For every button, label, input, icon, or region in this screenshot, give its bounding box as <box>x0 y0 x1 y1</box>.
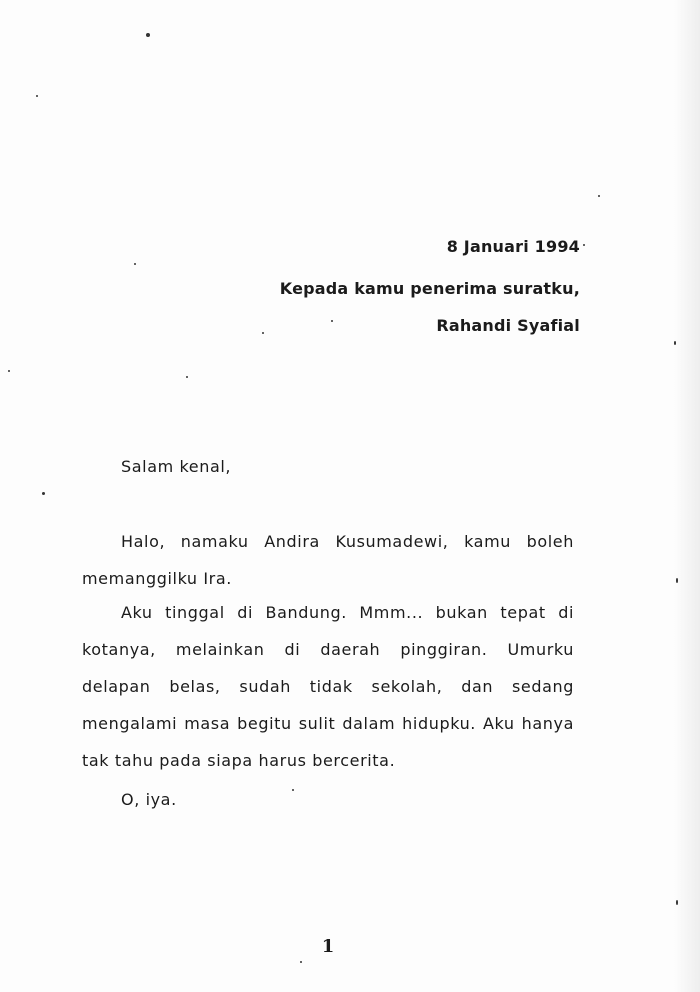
scan-speck <box>583 244 585 246</box>
letter-paragraph: O, iya. <box>121 790 177 809</box>
letter-date: 8 Januari 1994 <box>446 237 580 256</box>
scan-speck <box>42 492 45 495</box>
scan-speck <box>676 900 678 905</box>
scan-speck <box>8 370 10 372</box>
scan-speck <box>598 195 600 197</box>
scan-speck <box>36 95 38 97</box>
scan-speck <box>186 376 188 378</box>
letter-salutation: Salam kenal, <box>121 457 232 476</box>
scan-edge-shadow <box>674 0 700 992</box>
scan-speck <box>146 33 150 37</box>
scan-speck <box>300 961 302 963</box>
letter-paragraph: Aku tinggal di Bandung. Mmm... bukan tepat di kotanya, melainkan di daerah pinggiran. Umurku delapan belas, sudah tidak sekolah, dan sedang mengalami masa begitu sulit dalam hidupku. Aku hanya tak tahu pada siapa harus bercerita. <box>82 603 574 770</box>
scan-speck <box>674 341 676 345</box>
scan-speck <box>262 332 264 334</box>
scan-speck <box>331 320 333 322</box>
scan-speck <box>676 578 678 583</box>
letter-sender: Rahandi Syafial <box>436 316 580 335</box>
letter-addressee: Kepada kamu penerima suratku, <box>279 279 580 298</box>
letter-paragraph: Halo, namaku Andira Kusumadewi, kamu boleh memanggilku Ira. <box>82 532 574 588</box>
page-number: 1 <box>321 936 335 957</box>
scan-speck <box>134 263 136 265</box>
